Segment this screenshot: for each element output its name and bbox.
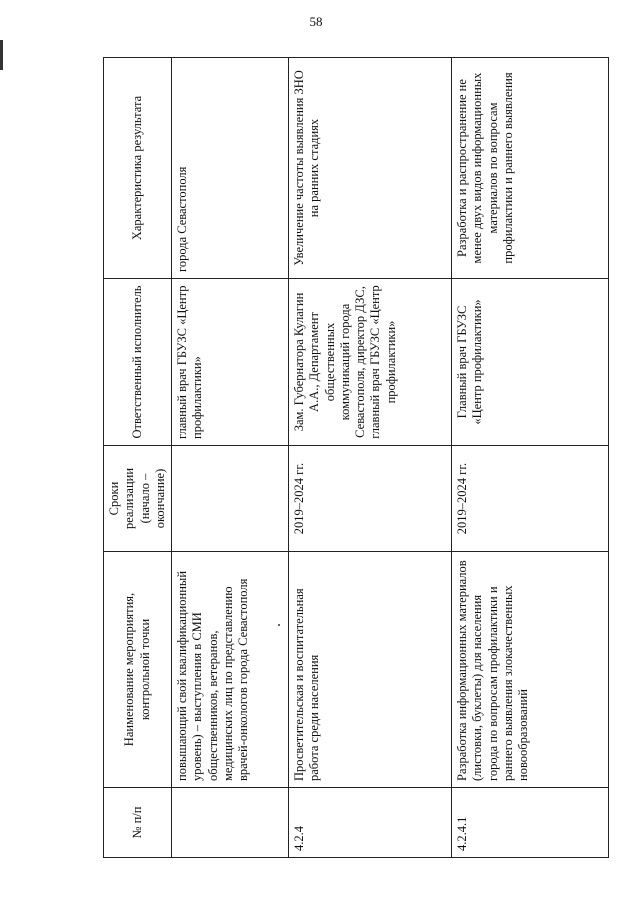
table-header-row (104, 58, 172, 858)
header-executor: Ответственный исполнитель (104, 279, 172, 446)
table-row (452, 58, 609, 858)
cell-executor: Главный врач ГБУЗС «Центр профилактики» (452, 279, 609, 446)
header-result: Характеристика результата (104, 58, 172, 279)
rotated-table-container (103, 58, 583, 858)
scan-edge-mark (0, 40, 3, 70)
cell-num: 4.2.4 (289, 788, 452, 858)
cell-dates (172, 446, 289, 552)
cell-executor: главный врач ГБУЗС «Центр профилактики» (172, 279, 289, 446)
cell-result: Разработка и распространение не менее двух видов информационных материалов по вопросам профилактики и раннего выявления (452, 58, 609, 279)
header-name: Наименование мероприятия, контрольной точки (104, 552, 172, 788)
header-num: № п/п (104, 788, 172, 858)
cell-name: Разработка информационных материалов (листовки, буклеты) для населения города по вопросам профилактики и раннего выявления злокачественных новообразований (452, 552, 609, 788)
table-row (172, 58, 289, 858)
header-dates: Сроки реализации (начало – окончание) (104, 446, 172, 552)
cell-result: города Севастополя (172, 58, 289, 279)
cell-name: Просветительская и воспитательная работа среди населения (289, 552, 452, 788)
cell-dates: 2019–2024 гг. (452, 446, 609, 552)
cell-num (172, 788, 289, 858)
page-number: 58 (309, 14, 323, 29)
cell-num: 4.2.4.1 (452, 788, 609, 858)
cell-dates: 2019–2024 гг. (289, 446, 452, 552)
table-row (289, 58, 452, 858)
cell-executor: Зам. Губернатора Кулагин А.А., Департамент общественных коммуникаций города Севастополя, директор ДЗС, главный врач ГБУЗС «Центр профилактики» (289, 279, 452, 446)
cell-result: Увеличение частоты выявления ЗНО на ранних стадиях (289, 58, 452, 279)
cell-name: повышающий свой квалификационный уровень) – выступления в СМИ общественников, ветеранов, медицинских лиц по представлению врачей-онкологов города Севастополя (172, 552, 289, 788)
action-plan-table (103, 57, 609, 858)
